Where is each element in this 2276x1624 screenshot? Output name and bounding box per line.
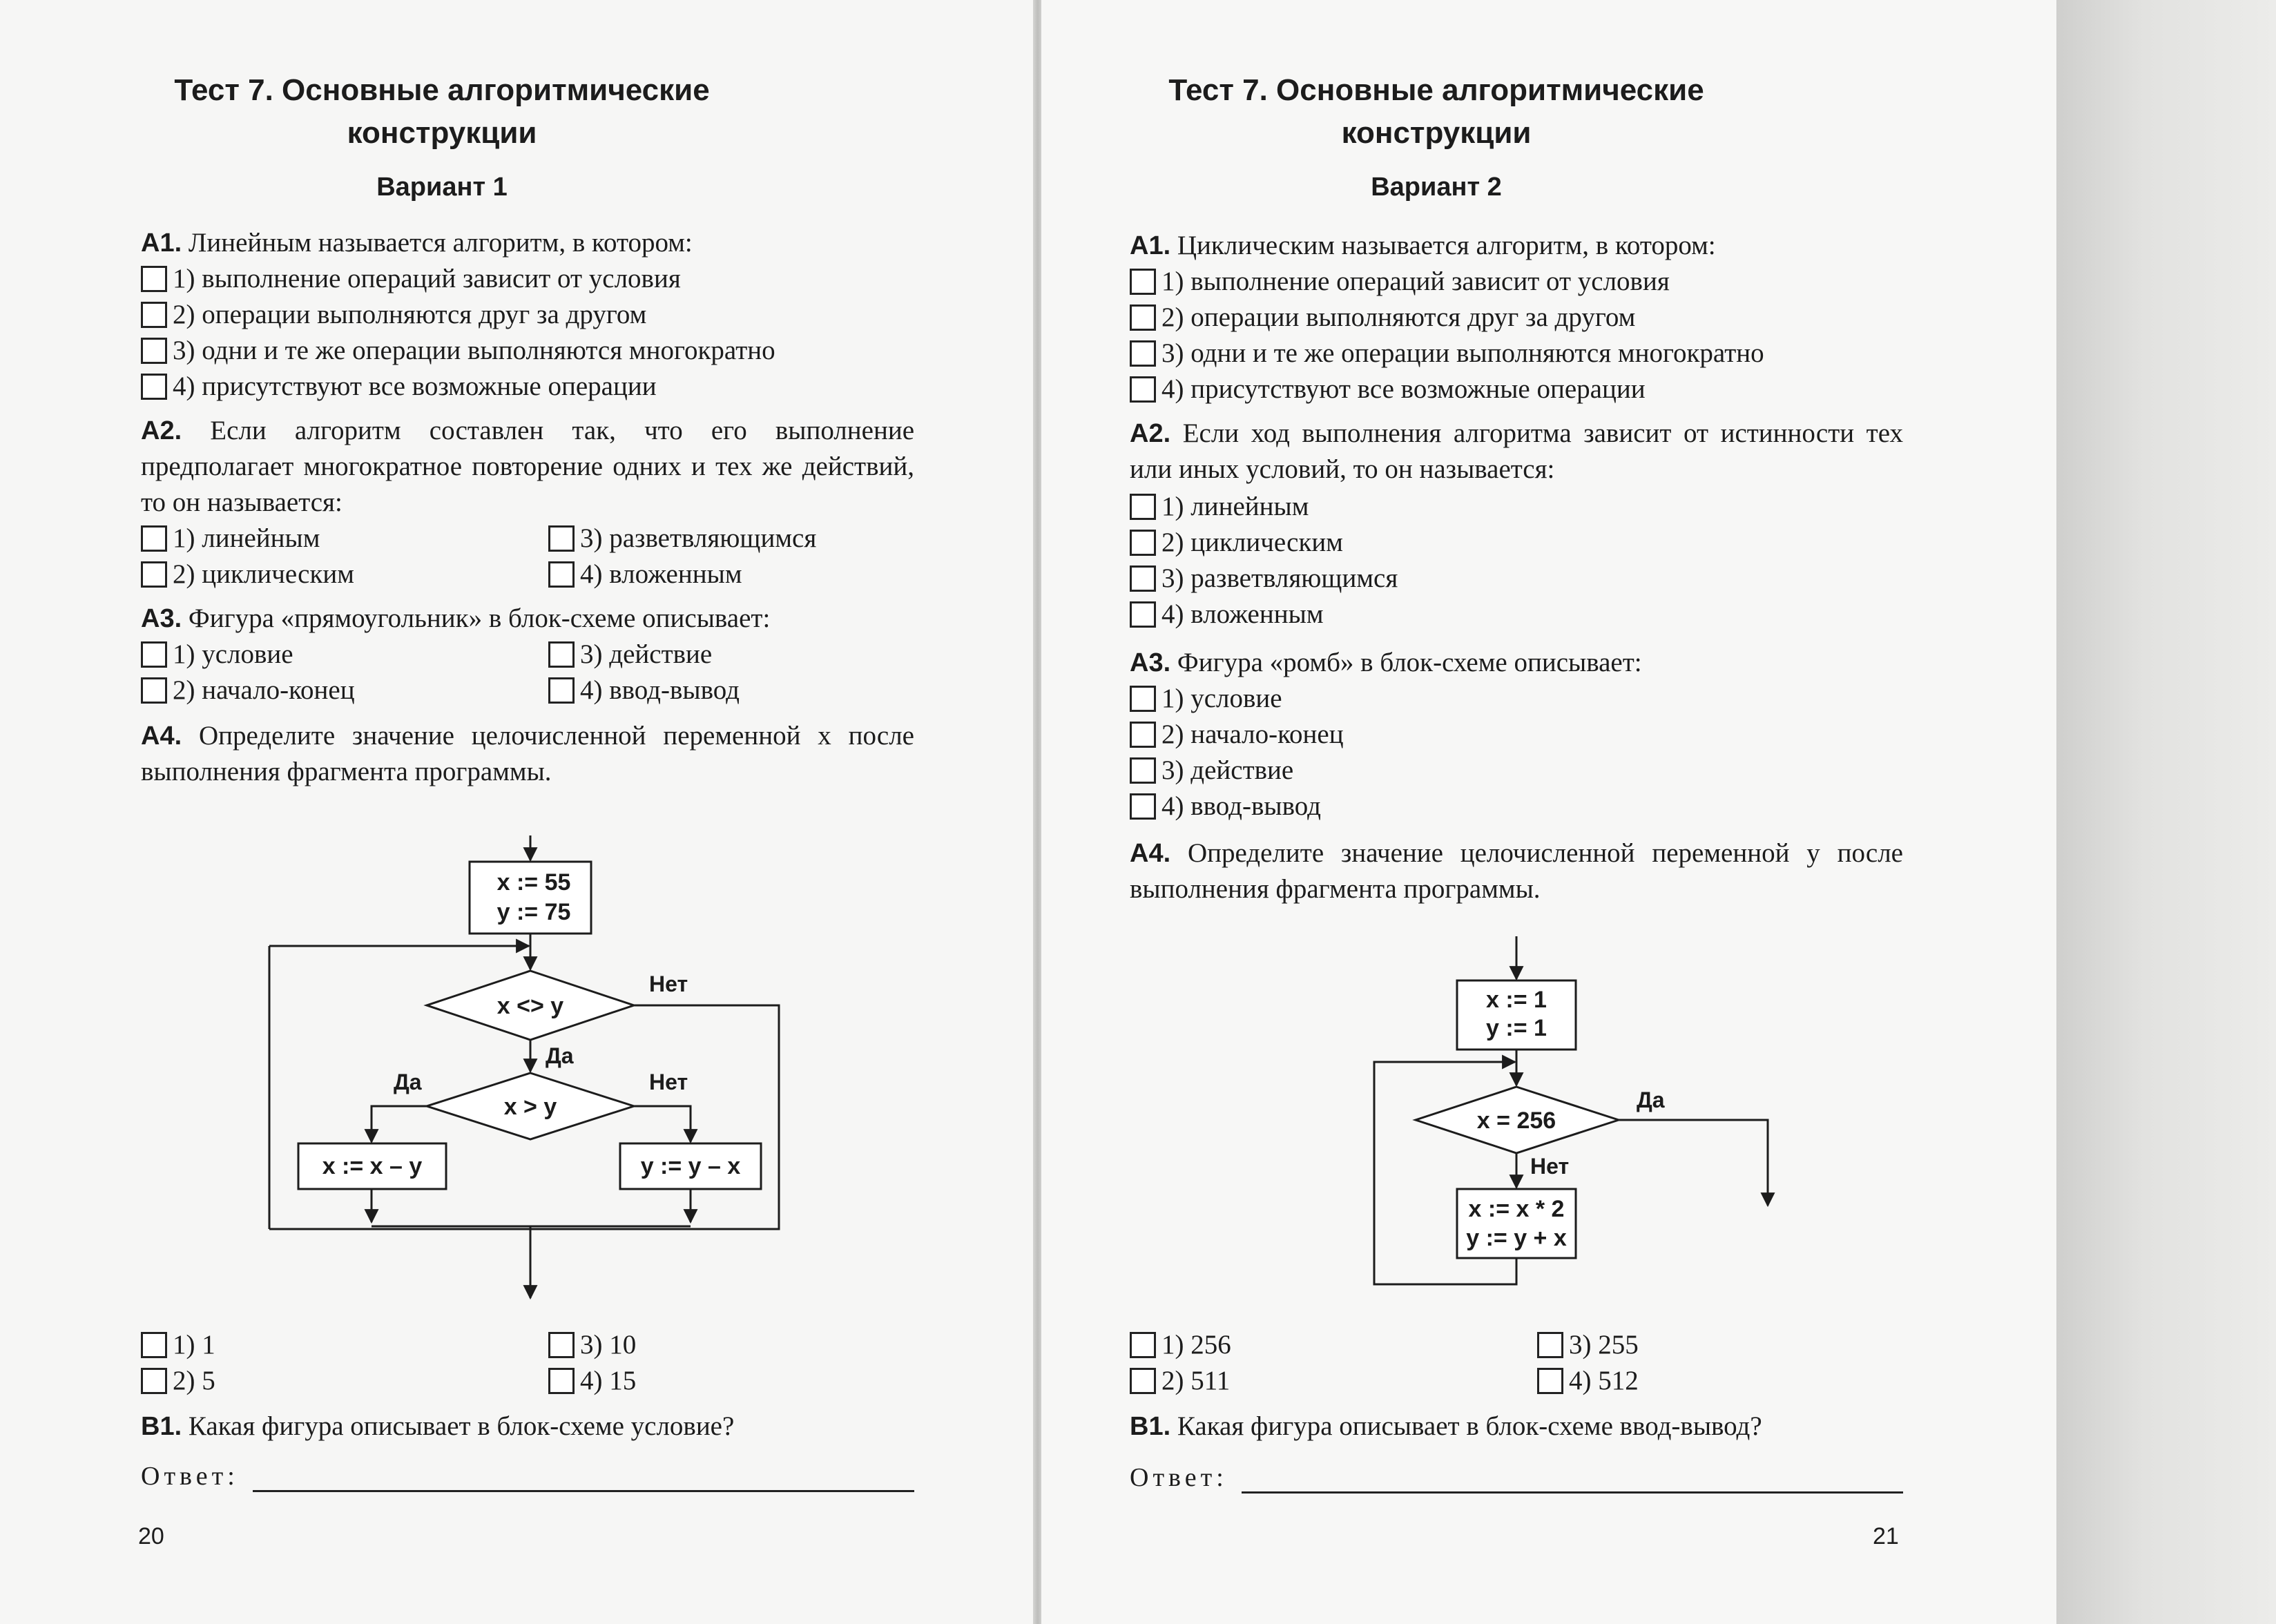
init-line-2: y := 1	[1486, 1015, 1547, 1041]
right-a2-text: Если ход выполнения алгоритма зависит от истинности тех или иных условий, то он называется:	[1130, 418, 1904, 484]
right-a2-option-2[interactable]: 2) циклическим	[1130, 525, 1343, 561]
right-answer-label: Ответ:	[1130, 1463, 1228, 1492]
init-line-1: x := 1	[1486, 987, 1547, 1013]
left-b1-number: В1.	[141, 1412, 182, 1441]
cond1-yes-label: Да	[546, 1043, 574, 1068]
right-a3-option-2[interactable]: 2) начало-конец	[1130, 717, 1344, 753]
left-a4-option-3[interactable]: 3) 10	[548, 1327, 636, 1363]
left-a4-option-2[interactable]: 2) 5	[141, 1363, 215, 1399]
right-a4-option-2[interactable]: 2) 511	[1130, 1363, 1230, 1399]
right-a1-text: Циклическим называется алгоритм, в котором:	[1177, 231, 1716, 260]
left-a2-option-1[interactable]: 1) линейным	[141, 521, 320, 557]
cond-no-label: Нет	[1530, 1154, 1570, 1179]
left-a2-number: А2.	[141, 416, 182, 445]
right-a2-option-4[interactable]: 4) вложенным	[1130, 597, 1324, 632]
left-a1-number: А1.	[141, 229, 182, 258]
left-a3-option-4[interactable]: 4) ввод-вывод	[548, 673, 740, 708]
init-line-2: y := 75	[496, 899, 571, 925]
right-a1-option-2[interactable]: 2) операции выполняются друг за другом	[1130, 300, 1635, 336]
right-page-number: 21	[1873, 1523, 1899, 1549]
right-a3-number: А3.	[1130, 648, 1171, 677]
checkbox[interactable]	[1537, 1332, 1563, 1358]
right-title-line2: конструкции	[1341, 116, 1532, 150]
left-variant: Вариант 1	[376, 173, 508, 202]
right-a3-text: Фигура «ромб» в блок-схеме описывает:	[1177, 648, 1642, 677]
left-title-line2: конструкции	[347, 116, 537, 150]
right-a1-option-3[interactable]: 3) одни и те же операции выполняются многократно	[1130, 336, 1764, 371]
left-a3-text: Фигура «прямоугольник» в блок-схеме описывает:	[188, 603, 771, 633]
left-a2-text: Если алгоритм составлен так, что его выполнение предполагает многократное повторение одних и тех же действий, то он называется:	[141, 416, 915, 517]
right-answer-line[interactable]	[1242, 1491, 1903, 1494]
init-line-1: x := 55	[496, 869, 571, 896]
cond-yes-label: Да	[1637, 1088, 1665, 1112]
right-b1-question	[1130, 1409, 1903, 1444]
right-title-line1: Тест 7. Основные алгоритмические	[1168, 73, 1704, 107]
right-a4-text: Определите значение целочисленной переменной y после выполнения фрагмента программы.	[1130, 838, 1903, 904]
left-title-line1: Тест 7. Основные алгоритмические	[174, 73, 710, 107]
checkbox[interactable]	[1537, 1368, 1563, 1394]
cond2-text: x > y	[503, 1094, 557, 1120]
body-line-1: x := x * 2	[1468, 1196, 1565, 1222]
right-a2-option-3[interactable]: 3) разветвляющимся	[1130, 561, 1398, 597]
cond-text: x = 256	[1476, 1108, 1556, 1134]
left-a1-option-4[interactable]: 4) присутствуют все возможные операции	[141, 369, 657, 405]
checkbox[interactable]	[1130, 1332, 1156, 1358]
left-a1-text: Линейным называется алгоритм, в котором:	[188, 228, 693, 258]
cond2-yes-label: Да	[394, 1070, 422, 1094]
checkbox[interactable]	[1130, 1368, 1156, 1394]
left-a2-option-3[interactable]: 3) разветвляющимся	[548, 521, 816, 557]
right-a1-option-4[interactable]: 4) присутствуют все возможные операции	[1130, 371, 1646, 407]
right-b1-text: Какая фигура описывает в блок-схеме ввод-вывод?	[1177, 1411, 1762, 1441]
right-a3-option-4[interactable]: 4) ввод-вывод	[1130, 789, 1321, 824]
left-page-number: 20	[138, 1523, 164, 1549]
left-a1-option-1[interactable]: 1) выполнение операций зависит от условия	[141, 261, 681, 297]
right-a1-option-1[interactable]: 1) выполнение операций зависит от условия	[1130, 264, 1670, 300]
left-answer-label: Ответ:	[141, 1462, 239, 1491]
left-action-text: x := x – y	[322, 1153, 423, 1179]
right-a3-option-1[interactable]: 1) условие	[1130, 681, 1282, 717]
right-b1-number: В1.	[1130, 1412, 1171, 1441]
right-a1-number: А1.	[1130, 231, 1171, 260]
left-a3-number: А3.	[141, 604, 182, 633]
left-a4-number: А4.	[141, 722, 182, 751]
right-a4-option-3[interactable]: 3) 255	[1537, 1327, 1639, 1363]
right-a4-option-4[interactable]: 4) 512	[1537, 1363, 1639, 1399]
right-variant: Вариант 2	[1371, 173, 1502, 202]
cond-yes-arrow	[1619, 1120, 1768, 1206]
right-a2-option-1[interactable]: 1) линейным	[1130, 489, 1309, 525]
body-line-2: y := y + x	[1466, 1225, 1567, 1251]
right-a3-option-3[interactable]: 3) действие	[1130, 753, 1293, 789]
left-a4-option-4[interactable]: 4) 15	[548, 1363, 636, 1399]
left-a1-option-3[interactable]: 3) одни и те же операции выполняются многократно	[141, 333, 775, 369]
left-a3-option-1[interactable]: 1) условие	[141, 637, 293, 673]
left-a3-option-2[interactable]: 2) начало-конец	[141, 673, 355, 708]
right-a4-number: А4.	[1130, 839, 1171, 868]
right-a2-number: А2.	[1130, 419, 1171, 448]
left-a1-option-2[interactable]: 2) операции выполняются друг за другом	[141, 297, 646, 333]
left-a4-option-1[interactable]: 1) 1	[141, 1327, 215, 1363]
left-b1-text: Какая фигура описывает в блок-схеме условие?	[188, 1411, 735, 1441]
left-a2-option-2[interactable]: 2) циклическим	[141, 557, 354, 592]
left-a3-option-3[interactable]: 3) действие	[548, 637, 712, 673]
cond1-no-label: Нет	[649, 972, 688, 996]
right-a4-option-1[interactable]: 1) 256	[1130, 1327, 1231, 1363]
right-action-text: y := y – x	[640, 1153, 741, 1179]
cond2-no-label: Нет	[649, 1070, 688, 1094]
left-a4-text: Определите значение целочисленной переменной x после выполнения фрагмента программы.	[141, 721, 914, 786]
cond1-text: x <> y	[496, 993, 564, 1019]
left-a2-option-4[interactable]: 4) вложенным	[548, 557, 742, 592]
